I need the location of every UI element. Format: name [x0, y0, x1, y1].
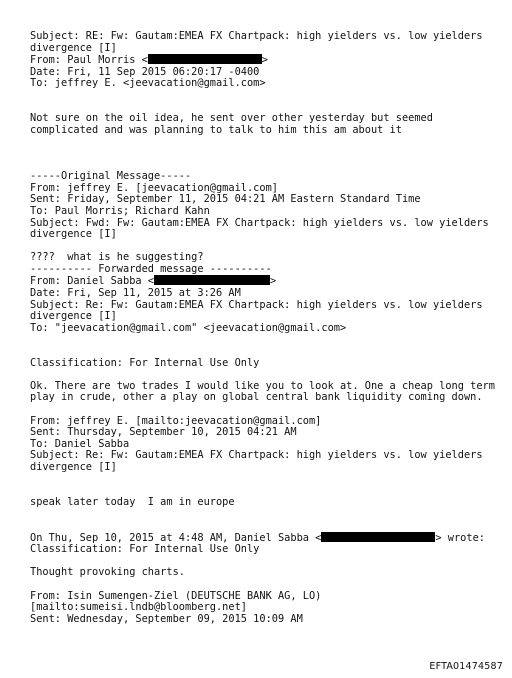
reply1-from-suffix: > [261, 54, 268, 67]
classification-line-2: Classification: For Internal Use Only [30, 543, 260, 556]
reply1-subject-line2: divergence [I] [30, 41, 117, 54]
email-document [30, 31, 500, 625]
body4-line: Thought provoking charts. [30, 566, 185, 579]
forwarded-subject-line1: Subject: Re: Fw: Gautam:EMEA FX Chartpack: high yielders vs. low yielders [30, 298, 483, 311]
reply1-subject-line1: Subject: RE: Fw: Gautam:EMEA FX Chartpack: high yielders vs. low yielders [30, 30, 483, 42]
reply1-from-line [30, 54, 500, 67]
reply1-from-prefix: From: Paul Morris < [30, 54, 148, 67]
body1-line2: complicated and was planning to talk to him this am about it [30, 123, 402, 136]
msg3-subject-line2: divergence [I] [30, 460, 117, 473]
forwarded-to: To: "jeevacation@gmail.com" <jeevacation@gmail.com> [30, 321, 347, 334]
original-message-header: -----Original Message----- [30, 170, 192, 183]
forwarded-header: ---------- Forwarded message ---------- [30, 262, 272, 275]
question-line: ???? what is he suggesting? [30, 251, 204, 264]
classification-line: Classification: For Internal Use Only [30, 356, 260, 369]
msg3-sent: Sent: Thursday, September 10, 2015 04:21 AM [30, 426, 297, 439]
on-wrote-prefix: On Thu, Sep 10, 2015 at 4:48 AM, Daniel Sabba < [30, 531, 322, 544]
msg4-mailto: [mailto:sumeisi.lndb@bloomberg.net] [30, 601, 247, 614]
forwarded-from-suffix: > [270, 275, 277, 288]
on-wrote-suffix: > wrote: [435, 531, 485, 544]
redaction-bar [148, 54, 262, 64]
forwarded-subject-line2: divergence [I] [30, 310, 117, 323]
body1-line1: Not sure on the oil idea, he sent over other yesterday but seemed [30, 112, 433, 125]
original-sent: Sent: Friday, September 11, 2015 04:21 AM Eastern Standard Time [30, 193, 421, 206]
document-id-footer: EFTA01474587 [429, 661, 503, 672]
reply1-date: Date: Fri, 11 Sep 2015 06:20:17 -0400 [30, 65, 260, 78]
msg4-sent: Sent: Wednesday, September 09, 2015 10:09 AM [30, 612, 303, 625]
original-from: From: jeffrey E. [jeevacation@gmail.com] [30, 181, 278, 194]
forwarded-date: Date: Fri, Sep 11, 2015 at 3:26 AM [30, 287, 241, 300]
msg3-from: From: jeffrey E. [mailto:jeevacation@gmail.com] [30, 414, 322, 427]
original-subject-line1: Subject: Fwd: Fw: Gautam:EMEA FX Chartpack: high yielders vs. low yielders [30, 216, 489, 229]
original-subject-line2: divergence [I] [30, 228, 117, 241]
redaction-bar [321, 532, 435, 542]
forwarded-from-prefix: From: Daniel Sabba < [30, 275, 154, 288]
msg3-to: To: Daniel Sabba [30, 437, 130, 450]
redaction-bar [154, 275, 270, 285]
original-to: To: Paul Morris; Richard Kahn [30, 204, 210, 217]
msg4-from: From: Isin Sumengen-Ziel (DEUTSCHE BANK AG, LO) [30, 589, 322, 602]
body2-line2: play in crude, other a play on global central bank liquidity coming down. [30, 391, 483, 404]
body3-line: speak later today I am in europe [30, 495, 235, 508]
body2-line1: Ok. There are two trades I would like you to look at. One a cheap long term [30, 379, 495, 392]
msg3-subject-line1: Subject: Re: Fw: Gautam:EMEA FX Chartpack: high yielders vs. low yielders [30, 449, 483, 462]
reply1-to: To: jeffrey E. <jeevacation@gmail.com> [30, 77, 266, 90]
